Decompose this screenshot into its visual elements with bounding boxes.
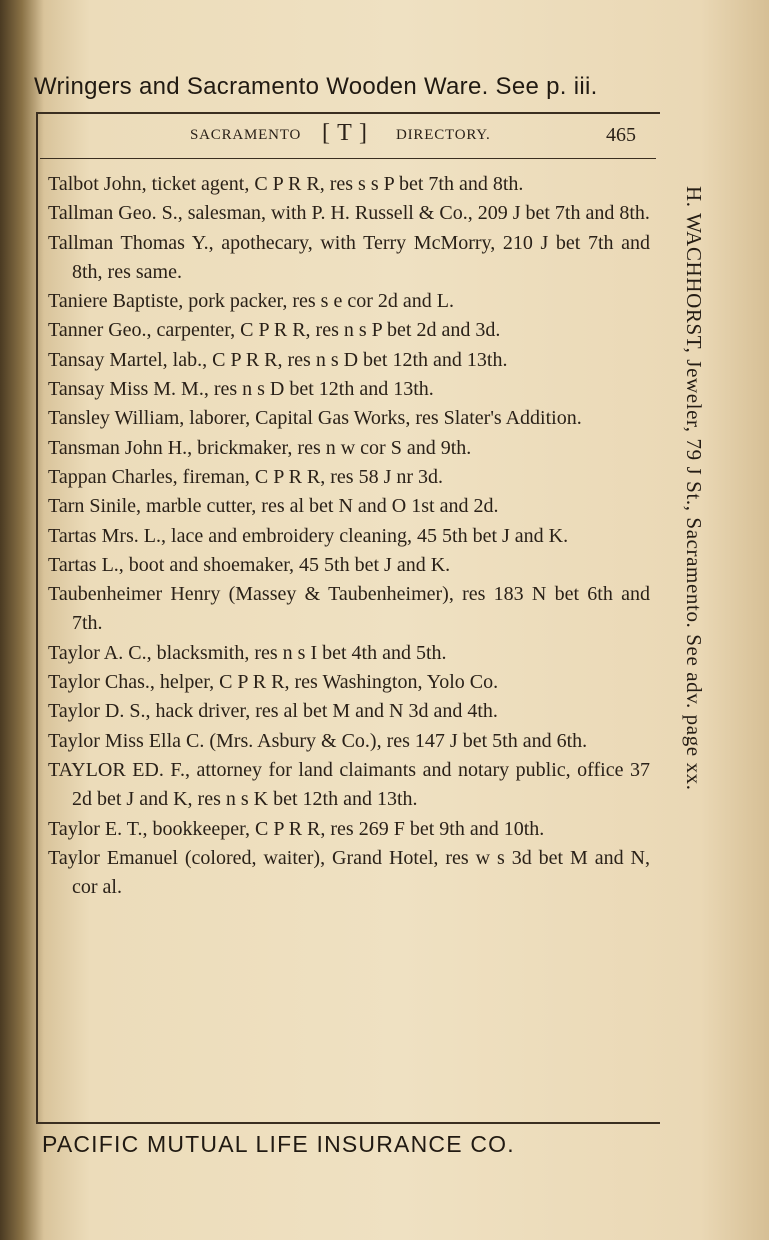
bottom-advertisement: PACIFIC MUTUAL LIFE INSURANCE CO. [42,1131,515,1157]
directory-entry: Tansley William, laborer, Capital Gas Works, res Slater's Addition. [48,407,582,430]
directory-entry: Tartas L., boot and shoemaker, 45 5th bet J and K. [48,553,451,576]
page-frame-bottom-rule [36,1122,660,1124]
directory-entry: Tansman John H., brickmaker, res n w cor S and 9th. [48,436,472,459]
page-number: 465 [606,124,636,146]
directory-entry: Tallman Thomas Y., apothecary, with Terry McMorry, 210 J bet 7th and 8th, res same. [48,231,650,283]
directory-entry: Talbot John, ticket agent, C P R R, res s s P bet 7th and 8th. [48,173,524,195]
directory-entries [48,170,650,902]
directory-entry: Taylor Chas., helper, C P R R, res Washington, Yolo Co. [48,671,499,694]
running-header [40,114,650,156]
header-rule [40,158,656,159]
header-city: SACRAMENTO [190,127,302,143]
directory-entry: TAYLOR ED. F., attorney for land claimants and notary public, office 37 2d bet J and K, res n s K bet 12th and 13th. [48,758,650,811]
directory-entry: Taylor D. S., hack driver, res al bet M and N 3d and 4th. [48,700,498,723]
directory-entry: Tallman Geo. S., salesman, with P. H. Russell & Co., 209 J bet 7th and 8th. [48,202,650,225]
top-advertisement: Wringers and Sacramento Wooden Ware. See p. iii. [34,73,598,100]
directory-entry: Taubenheimer Henry (Massey & Taubenheimer), res 183 N bet 6th and 7th. [48,583,650,635]
directory-entry: Tansay Martel, lab., C P R R, res n s D bet 12th and 13th. [48,348,508,371]
page-frame-left-rule [36,112,38,1122]
directory-entry: Taylor Miss Ella C. (Mrs. Asbury & Co.), res 147 J bet 5th and 6th. [48,729,588,752]
directory-entry: Taylor Emanuel (colored, waiter), Grand Hotel, res w s 3d bet M and N, cor al. [48,846,650,899]
directory-entry: Tappan Charles, fireman, C P R R, res 58 J nr 3d. [48,465,444,488]
directory-entry: Tarn Sinile, marble cutter, res al bet N and O 1st and 2d. [48,495,499,518]
directory-entry: Tanner Geo., carpenter, C P R R, res n s P bet 2d and 3d. [48,319,501,342]
side-advertisement: H. WACHHORST, Jeweler, 79 J St., Sacramento. See adv. page xx. [682,186,706,791]
header-title: DIRECTORY. [396,127,491,143]
directory-entry: Tartas Mrs. L., lace and embroidery cleaning, 45 5th bet J and K. [48,524,569,547]
directory-entry: Tansay Miss M. M., res n s D bet 12th and 13th. [48,378,434,401]
directory-entry: Taylor E. T., bookkeeper, C P R R, res 269 F bet 9th and 10th. [48,817,545,840]
header-letter: [ T ] [322,120,368,146]
directory-entry: Taylor A. C., blacksmith, res n s I bet 4th and 5th. [48,641,447,664]
directory-entry: Taniere Baptiste, pork packer, res s e cor 2d and L. [48,290,454,313]
